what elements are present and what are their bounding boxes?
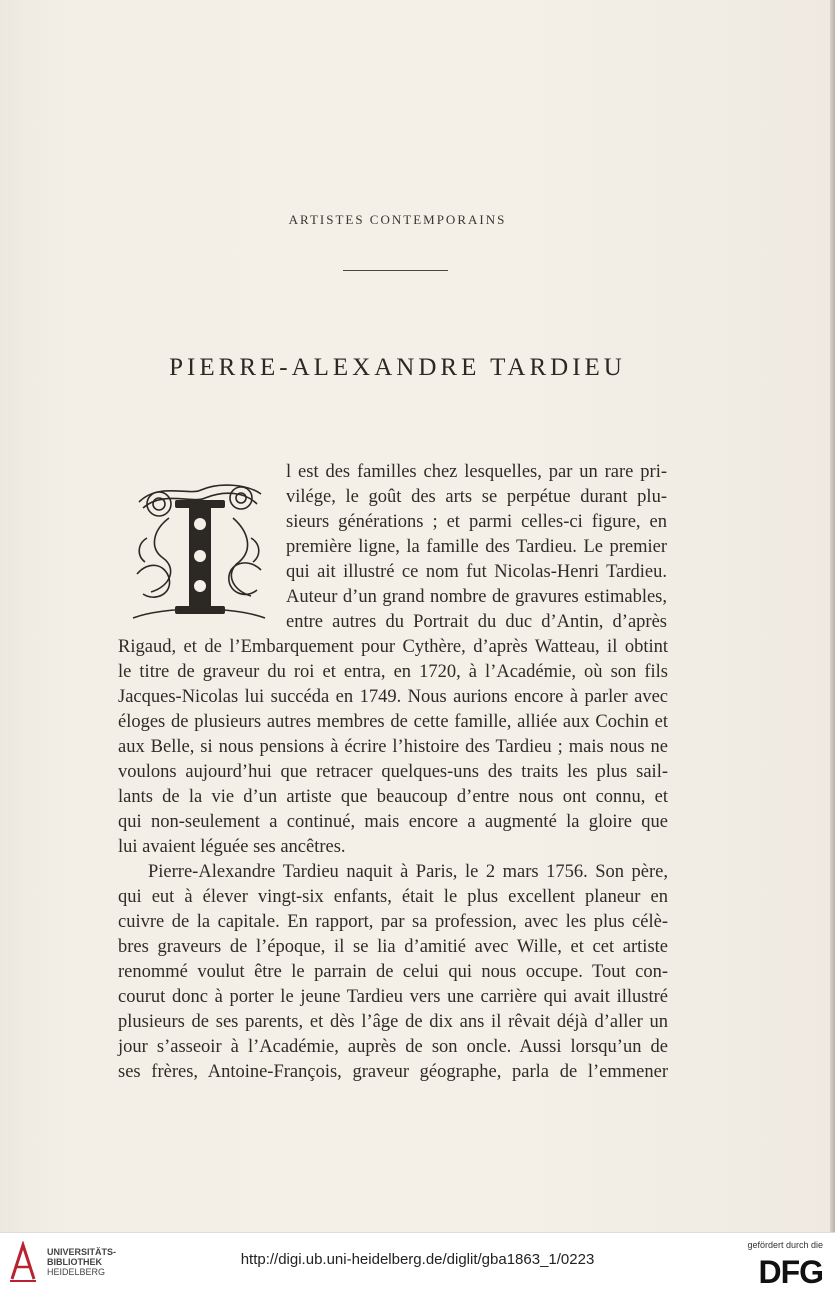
section-heading: ARTISTES CONTEMPORAINS bbox=[288, 212, 507, 227]
text-line: éloges de plusieurs autres membres de cette famille, alliée aux Cochin et bbox=[118, 712, 668, 732]
text-line: cuivre de la capitale. En rapport, par sa profession, avec les plus célè- bbox=[118, 912, 668, 932]
library-name-line: BIBLIOTHEK bbox=[47, 1257, 102, 1267]
text-line: renommé voulut être le parrain de celui qui nous occupe. Tout con- bbox=[118, 962, 668, 982]
sponsor-note: gefördert durch die bbox=[747, 1240, 823, 1250]
dfg-logo: DFG bbox=[758, 1254, 823, 1290]
text-line: entre autres du Portrait du duc d’Antin, d’après bbox=[286, 612, 667, 632]
text-line: ses frères, Antoine-François, graveur géographe, parla de l’emmener bbox=[118, 1062, 668, 1082]
library-name-line: HEIDELBERG bbox=[47, 1267, 106, 1277]
text-line: le titre de graveur du roi et entra, en 1720, à l’Académie, où son fils bbox=[118, 662, 668, 682]
text-line: Pierre-Alexandre Tardieu naquit à Paris, le 2 mars 1756. Son père, bbox=[148, 862, 668, 882]
text-line: Auteur d’un grand nombre de gravures estimables, bbox=[286, 587, 667, 607]
ornamental-drop-cap bbox=[129, 478, 269, 626]
text-line: sieurs générations ; et parmi celles-ci figure, en bbox=[286, 512, 667, 532]
text-line: Jacques-Nicolas lui succéda en 1749. Nous aurions encore à parler avec bbox=[118, 687, 668, 707]
text-line: lants de la vie d’un artiste que beaucoup d’entre nous ont connu, et bbox=[118, 787, 668, 807]
page-edge-shadow bbox=[830, 0, 835, 1232]
article-title: PIERRE-ALEXANDRE TARDIEU bbox=[169, 354, 626, 381]
viewer-footer bbox=[0, 1232, 835, 1293]
text-line: bres graveurs de l’époque, il se lia d’amitié avec Wille, et cet artiste bbox=[118, 937, 668, 957]
text-line: qui non-seulement a continué, mais encore a augmenté la gloire que bbox=[118, 812, 668, 832]
permalink-url[interactable]: http://digi.ub.uni-heidelberg.de/diglit/gba1863_1/0223 bbox=[240, 1251, 595, 1268]
text-line: l est des familles chez lesquelles, par un rare pri- bbox=[286, 462, 667, 482]
text-line: plusieurs de ses parents, et dès l’âge de dix ans il rêvait déjà d’aller un bbox=[118, 1012, 668, 1032]
text-line: qui ait illustré ce nom fut Nicolas-Henri Tardieu. bbox=[286, 562, 667, 582]
text-line: Rigaud, et de l’Embarquement pour Cythère, d’après Watteau, il obtint bbox=[118, 637, 668, 657]
text-line: courut donc à porter le jeune Tardieu vers une carrière qui avait illustré bbox=[118, 987, 668, 1007]
text-line: qui eut à élever vingt-six enfants, était le plus excellent planeur en bbox=[118, 887, 668, 907]
text-line: vilége, le goût des arts se perpétue durant plu- bbox=[286, 487, 667, 507]
text-line: lui avaient léguée ses ancêtres. bbox=[118, 837, 346, 857]
text-line: jour s’asseoir à l’Académie, auprès de son oncle. Aussi lorsqu’un de bbox=[118, 1037, 668, 1057]
title-divider-rule bbox=[343, 270, 448, 271]
text-line: aux Belle, si nous pensions à écrire l’histoire des Tardieu ; mais nous ne bbox=[118, 737, 668, 757]
text-line: voulons aujourd’hui que retracer quelques-uns des traits les plus sail- bbox=[118, 762, 668, 782]
library-name-line: UNIVERSITÄTS- bbox=[47, 1247, 117, 1257]
text-line: première ligne, la famille des Tardieu. Le premier bbox=[286, 537, 667, 557]
